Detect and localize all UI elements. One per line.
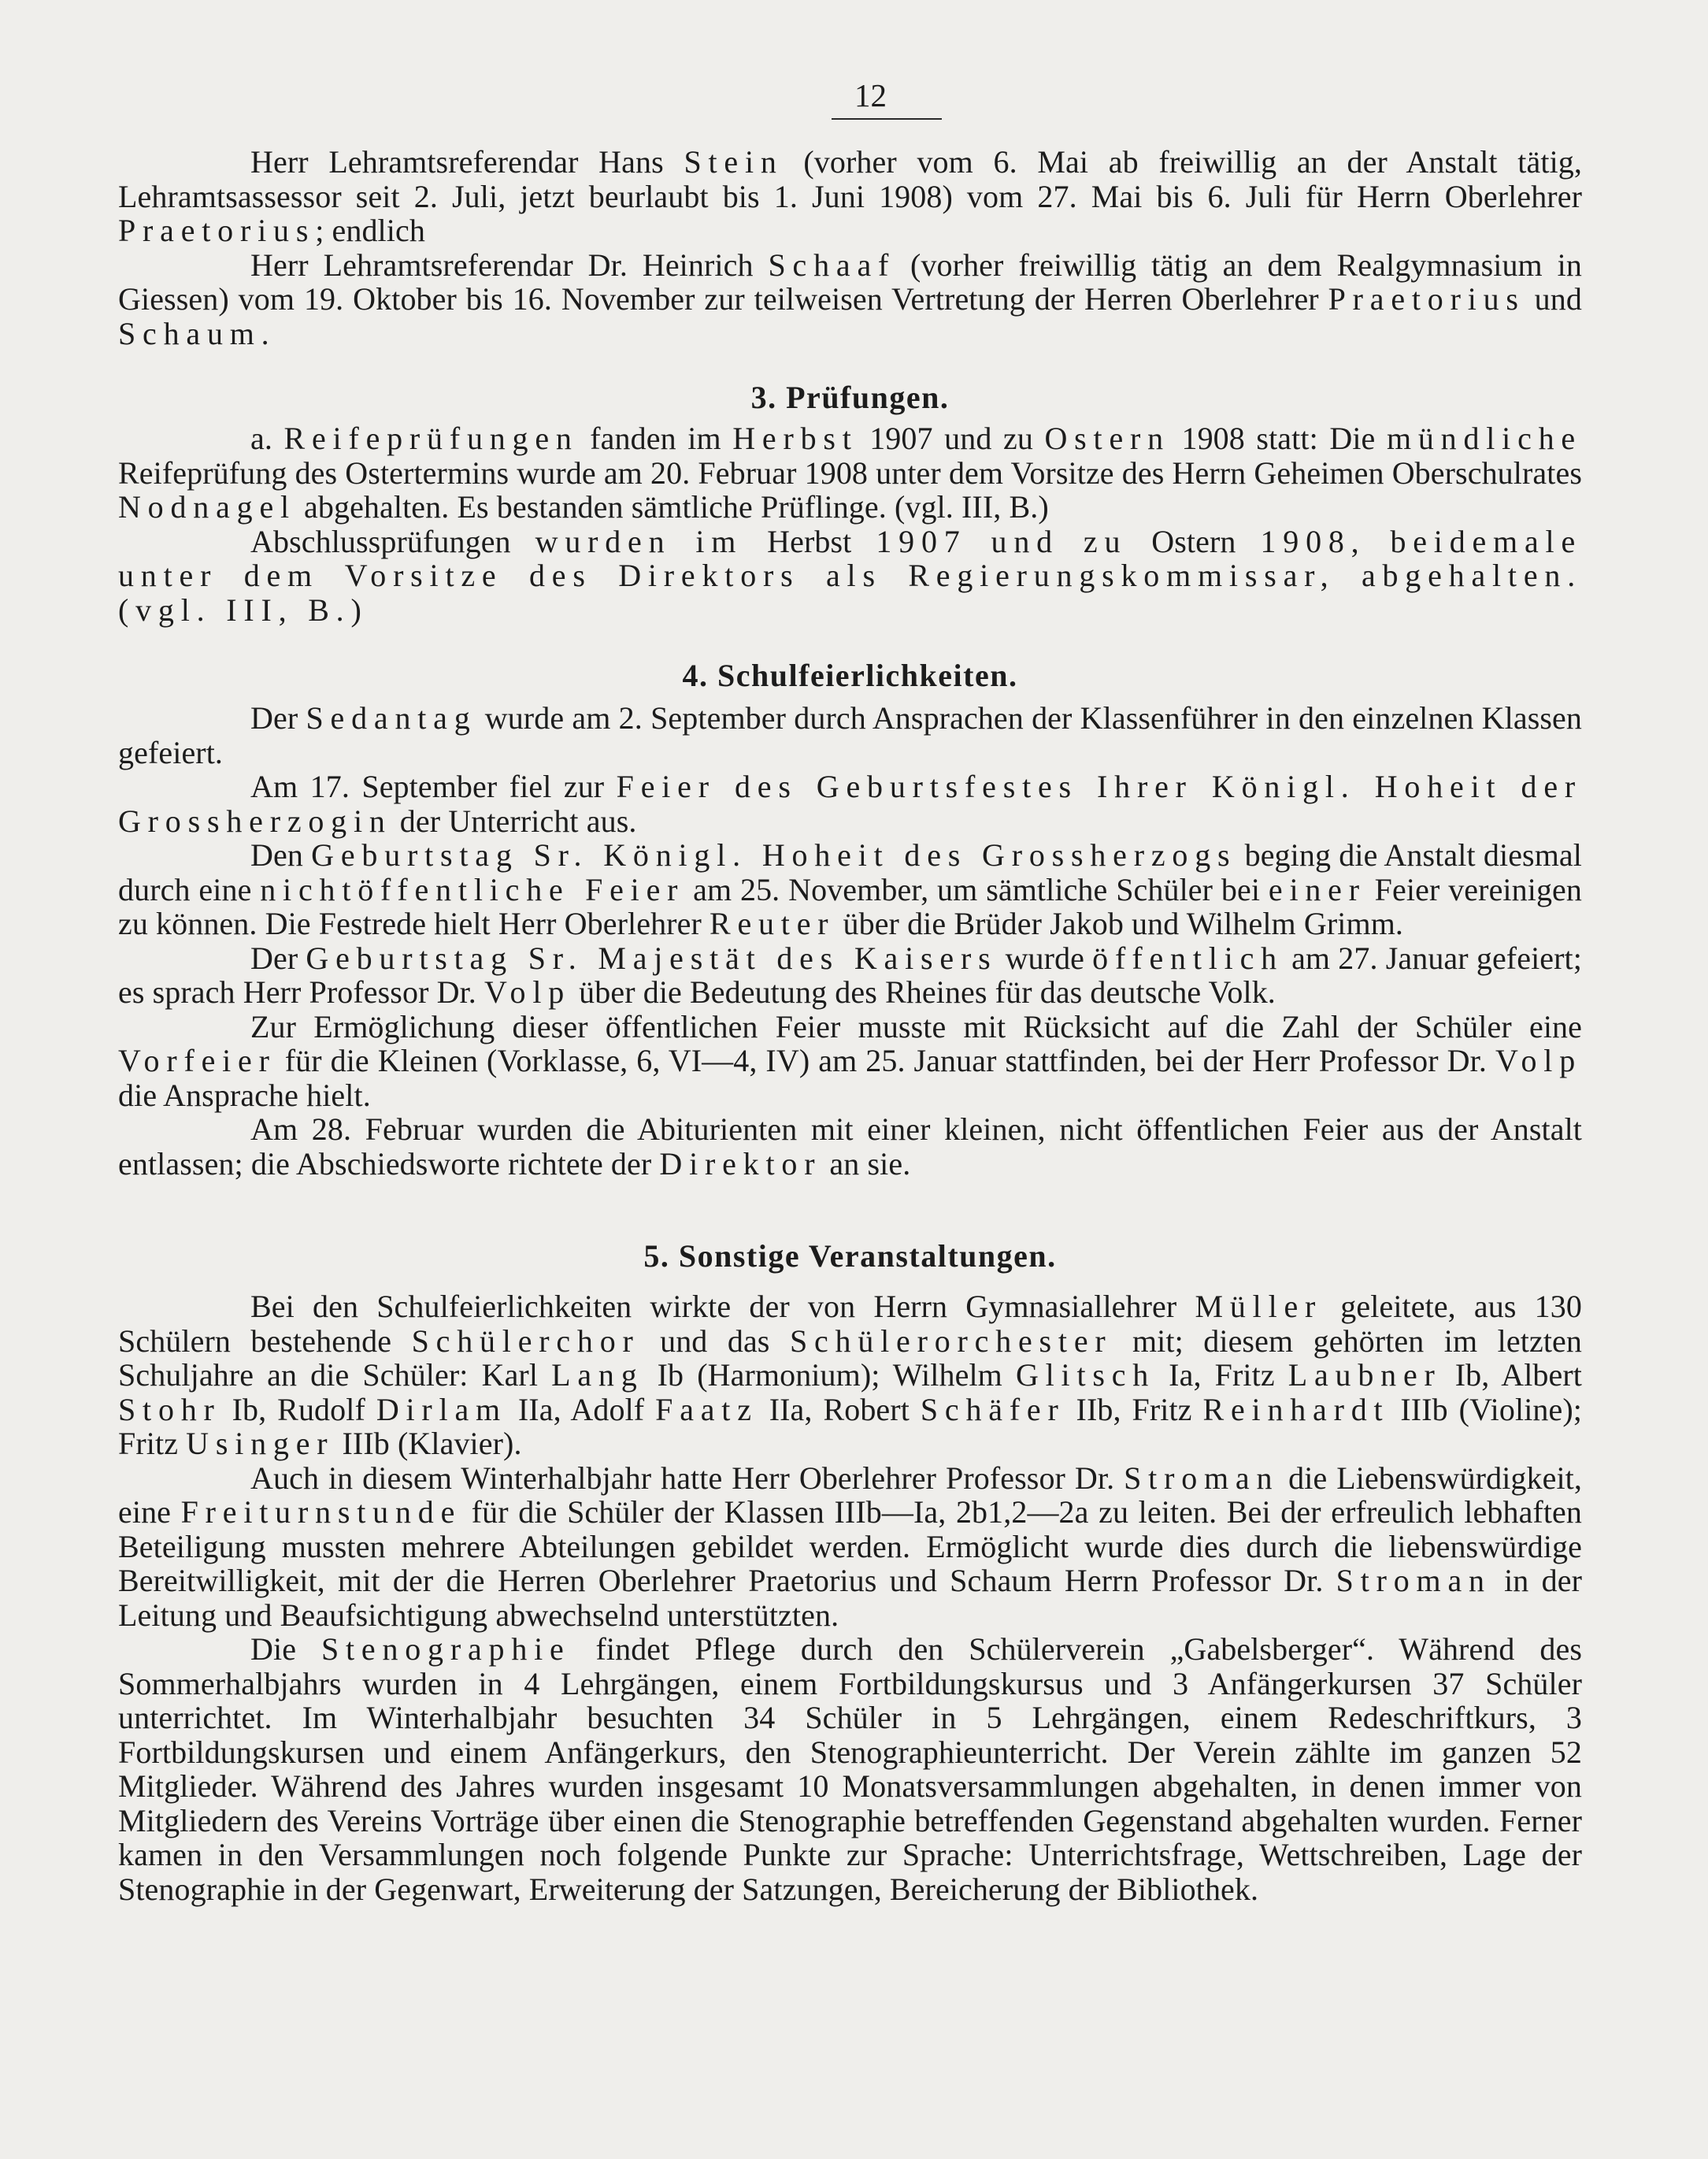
text-segment: fanden im (578, 421, 733, 456)
spaced-emphasis: Direktor (659, 1145, 822, 1182)
text-segment: an sie. (821, 1145, 911, 1182)
text-segment: Der (250, 940, 306, 976)
text-segment: für die Schüler der Klassen IIIb—Ia, 2b1,2—2a zu leiten. Bei der erfreulich lebhaften Beteiligung mussten mehrere Abteilungen gebildet werden. Ermöglicht wurde dies durch die liebenswürdige Bereitwilligkeit, mit der die Herren Oberlehrer Praetorius und Schaum Herrn Professor Dr. (118, 1494, 1583, 1598)
spaced-emphasis: Faatz (655, 1391, 758, 1427)
text-segment: a. (250, 421, 284, 456)
text-segment: am 27. Januar gefeiert; es sprach Herr Professor Dr. (118, 940, 1582, 1010)
spaced-emphasis: 1908, beidemale unter dem Vorsitze des Direktors als Regierungskommissar, abgehalten. (vgl. III, B.) (118, 523, 1582, 628)
spaced-emphasis: Stroman (1124, 1460, 1280, 1496)
paragraph-schaaf (118, 248, 1582, 351)
text-segment: in der Leitung und Beaufsichtigung abwechselnd unterstützten. (118, 1563, 1582, 1633)
spaced-emphasis: Praetorius (1328, 281, 1525, 317)
paragraph-schuelerchor (118, 1289, 1582, 1461)
spaced-emphasis: 1907 und zu (851, 523, 1152, 559)
text-segment: Reifeprüfung des Ostertermins wurde am 20. Februar 1908 unter dem Vorsitze des Herrn Geheimen Oberschulrates (118, 454, 1582, 491)
spaced-emphasis: Dirlam (376, 1391, 507, 1427)
spaced-emphasis: Nodnagel (118, 489, 296, 525)
text-segment: die Liebenswürdigkeit, eine (118, 1460, 1582, 1530)
spaced-emphasis: wurden im (510, 523, 768, 559)
spaced-emphasis: Müller (1195, 1289, 1323, 1324)
page-number-rule (832, 118, 942, 120)
text-segment: 1907 und zu (858, 421, 1045, 456)
text-segment: Ib (Harmonium); Wilhelm (643, 1357, 1016, 1393)
spaced-emphasis: einer (1268, 871, 1366, 907)
text-segment: Ia, Fritz (1155, 1357, 1288, 1393)
paragraph-vorfeier (118, 1010, 1582, 1113)
text-segment: Herbst (767, 523, 852, 559)
spaced-emphasis: Schaum (118, 315, 261, 351)
spaced-emphasis: Reifeprüfungen (283, 421, 579, 456)
spaced-emphasis: Freiturnstunde (180, 1494, 462, 1530)
heading-sonstige-veranstaltungen: 5. Sonstige Veranstaltungen. (643, 1238, 1057, 1274)
text-segment: am 25. November, um sämtliche Schüler bei (684, 871, 1269, 907)
text-segment: Ib, Rudolf (220, 1391, 376, 1427)
text-segment: Ostern (1151, 523, 1236, 559)
spaced-emphasis: Ostern (1044, 421, 1170, 456)
paragraph-kaiser (118, 941, 1582, 1010)
text-segment: und das (639, 1322, 790, 1359)
paragraph-stenographie (118, 1632, 1582, 1906)
spaced-emphasis: Volp (1495, 1043, 1582, 1078)
text-segment: mit; diesem gehörten im letzten Schuljahre an die Schüler: Karl (118, 1322, 1582, 1393)
text-segment: findet Pflege durch den Schülerverein „Gabelsberger“. Während des Sommerhalbjahrs wurden in 4 Lehrgängen, einem Fortbildungskursus und 3 Anfängerkursen 37 Schüler unterrichtet. Im Winterhalbjahr besuchten 34 Schüler in 5 Lehrgängen, einem Redeschriftkurs, 3 Fortbildungskursen und einem Anfängerkurs, den Stenographieunterricht. Der Verein zählte im ganzen 52 Mitglieder. Während des Jahres wurden insgesamt 10 Monatsversammlungen abgehalten, in denen immer von Mitgliedern des Vereins Vorträge über einen die Stenographie betreffenden Gegenstand abgehalten wurden. Ferner kamen in den Versammlungen noch folgende Punkte zur Sprache: Unterrichtsfrage, Wettschreiben, Lage der Stenographie in der Gegenwart, Erweiterung der Satzungen, Bereicherung der Bibliothek. (118, 1631, 1583, 1907)
heading-pruefungen: 3. Prüfungen. (750, 380, 950, 415)
spaced-emphasis: Volp (484, 974, 572, 1010)
spaced-emphasis: Stenographie (320, 1631, 571, 1667)
text-segment: (vorher freiwillig tätig an dem Realgymnasium in Giessen) vom 19. Oktober bis 16. November zur teilweisen Vertretung der Herren Oberlehrer (118, 247, 1582, 317)
text-segment: IIIb (Klavier). (334, 1426, 522, 1461)
text-segment: Den (250, 837, 312, 873)
paragraph-sedantag (118, 701, 1582, 770)
spaced-emphasis: Schülerorchester (789, 1322, 1113, 1359)
text-segment: wurde am 2. September durch Ansprachen der Klassenführer in den einzelnen Klassen gefeiert. (118, 700, 1582, 770)
text-segment: wurde (997, 940, 1093, 976)
text-segment: Die (250, 1631, 321, 1667)
text-segment: IIa, Robert (758, 1391, 921, 1427)
text-segment: Der (250, 700, 306, 736)
paragraph-freiturnstunde (118, 1461, 1582, 1633)
spaced-emphasis: nichtöffentliche Feier (260, 871, 685, 907)
text-segment: der Unterricht aus. (391, 803, 637, 839)
text-segment: Herr Lehramtsreferendar Hans (250, 144, 684, 180)
text-segment: ; endlich (315, 213, 425, 248)
spaced-emphasis: Stein (684, 144, 784, 180)
text-segment: IIb, Fritz (1065, 1391, 1203, 1427)
spaced-emphasis: Feier des Geburtsfestes Ihrer Königl. Hoheit der Grossherzogin (118, 769, 1582, 839)
spaced-emphasis: Sedantag (306, 700, 477, 736)
spaced-emphasis: Geburtstag Sr. Königl. Hoheit des Grossherzogs (311, 837, 1237, 873)
heading-schulfeierlichkeiten: 4. Schulfeierlichkeiten. (682, 658, 1018, 693)
text-segment: über die Bedeutung des Rheines für das deutsche Volk. (571, 974, 1276, 1010)
paragraph-grossherzog (118, 838, 1582, 941)
spaced-emphasis: Glitsch (1015, 1357, 1156, 1393)
spaced-emphasis: Schaaf (768, 247, 896, 283)
text-segment: Auch in diesem Winterhalbjahr hatte Herr Oberlehrer Professor Dr. (250, 1460, 1124, 1496)
text-segment: Feier vereinigen zu können. Die Festrede hielt Herr Oberlehrer (118, 871, 1583, 941)
text-segment: geleitete, aus 130 Schülern bestehende (118, 1289, 1582, 1359)
paragraph-abiturienten (118, 1112, 1582, 1181)
text-segment: IIa, Adolf (506, 1391, 656, 1427)
text-segment: Ib, Albert (1441, 1357, 1582, 1393)
spaced-emphasis: Vorfeier (118, 1043, 276, 1078)
spaced-emphasis: Stohr (118, 1391, 221, 1427)
text-segment: Am 28. Februar wurden die Abiturienten mit einer kleinen, nicht öffentlichen Feier aus der Anstalt entlassen; die Abschiedsworte richtete der (118, 1111, 1582, 1182)
paragraph-reifepruefungen (118, 421, 1582, 525)
spaced-emphasis: Geburtstag Sr. Majestät des Kaisers (306, 940, 998, 976)
text-segment: abgehalten. Es bestanden sämtliche Prüflinge. (vgl. III, B.) (295, 489, 1049, 525)
text-segment: (vorher vom 6. Mai ab freiwillig an der Anstalt tätig, Lehramtsassessor seit 2. Juli, jetzt beurlaubt bis 1. Juni 1908) vom 27. Mai bis 6. Juli für Herrn Oberlehrer (118, 144, 1582, 214)
spaced-emphasis: Stroman (1336, 1563, 1491, 1598)
text-segment: die Ansprache hielt. (118, 1077, 371, 1113)
text-segment: Zur Ermöglichung dieser öffentlichen Feier musste mit Rücksicht auf die Zahl der Schüler eine (250, 1008, 1582, 1044)
spaced-emphasis: mündliche (1386, 421, 1582, 456)
paragraph-stein (118, 145, 1582, 248)
spaced-emphasis: Usinger (186, 1426, 335, 1461)
paragraph-abschlusspruefungen (118, 525, 1582, 628)
spaced-emphasis: Reinhardt (1202, 1391, 1390, 1427)
spaced-emphasis: Reuter (709, 906, 835, 941)
spaced-emphasis: Herbst (732, 421, 858, 456)
spaced-emphasis: Laubner (1287, 1357, 1442, 1393)
text-segment: Bei den Schulfeierlichkeiten wirkte der von Herrn Gymnasiallehrer (250, 1289, 1195, 1324)
text-segment: Abschlussprüfungen (250, 523, 511, 559)
spaced-emphasis: Schülerchor (411, 1322, 640, 1359)
spaced-emphasis: Lang (551, 1357, 644, 1393)
text-segment: über die Brüder Jakob und Wilhelm Grimm. (835, 906, 1404, 941)
text-segment: Am 17. September fiel zur (250, 769, 617, 804)
text-segment: 1908 statt: Die (1169, 421, 1387, 456)
text-segment: für die Kleinen (Vorklasse, 6, VI—4, IV) am 25. Januar stattfinden, bei der Herr Professor Dr. (276, 1043, 1495, 1078)
text-segment: Herr Lehramtsreferendar Dr. Heinrich (250, 247, 769, 283)
spaced-emphasis: öffentlich (1092, 940, 1284, 976)
paragraph-grossherzogin (118, 770, 1582, 838)
page-number: 12 (854, 77, 887, 113)
text-segment: und (1525, 281, 1582, 317)
spaced-emphasis: Praetorius (118, 213, 316, 248)
text-segment: . (261, 315, 269, 351)
spaced-emphasis: Schäfer (920, 1391, 1065, 1427)
text-segment: IIIb (Violine); Fritz (118, 1391, 1582, 1461)
text-segment: beging die Anstalt diesmal durch eine (118, 837, 1582, 907)
